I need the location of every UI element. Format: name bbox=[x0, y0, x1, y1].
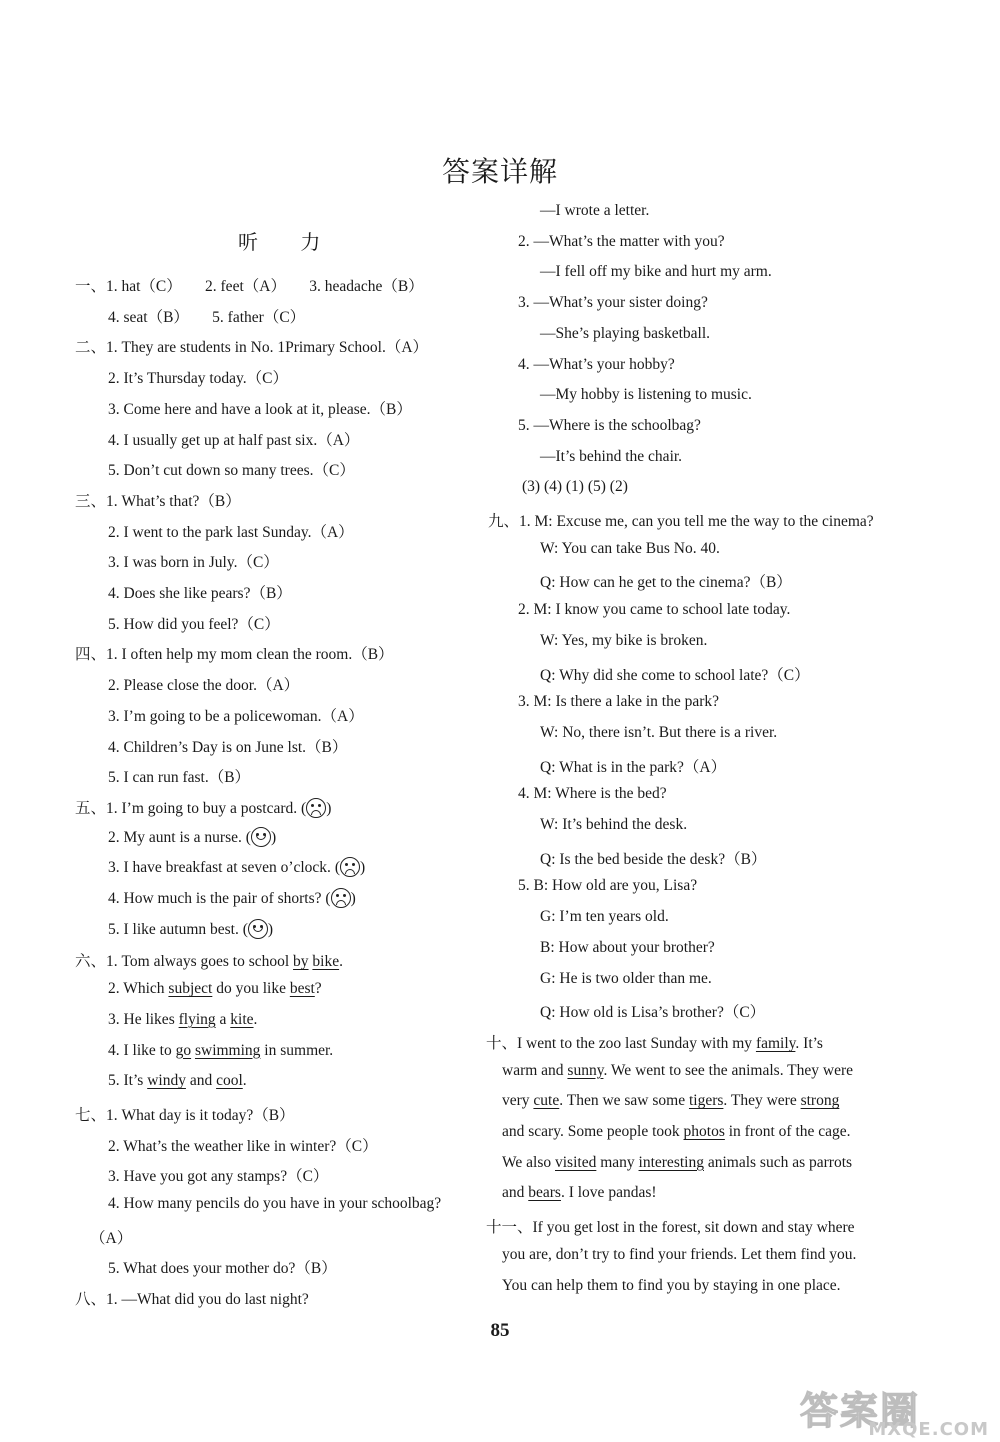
line-text: . We went to see the animals. They were bbox=[603, 1061, 853, 1079]
blank-answer: visited bbox=[555, 1153, 597, 1171]
line-text: You can help them to find you by staying in one place. bbox=[502, 1276, 841, 1294]
watermark-url: MXQE.COM bbox=[868, 1419, 989, 1440]
answer-line bbox=[540, 816, 687, 834]
answer-line bbox=[540, 970, 712, 988]
line-text: 4. Does she like pears?（B） bbox=[108, 585, 292, 602]
line-text: 3. M: Is there a lake in the park? bbox=[518, 693, 719, 711]
answer-line bbox=[90, 1226, 132, 1248]
answer-line bbox=[108, 827, 276, 847]
line-text: 5. I can run fast.（B） bbox=[108, 769, 251, 787]
page-number: 85 bbox=[490, 1320, 510, 1341]
answer-line bbox=[75, 489, 241, 511]
line-text: G: He is two older than me. bbox=[540, 969, 712, 987]
line-text: animals such as parrots bbox=[703, 1153, 853, 1171]
sad-face-icon bbox=[340, 857, 360, 877]
line-text: in front of the cage. bbox=[724, 1123, 851, 1140]
answer-line bbox=[108, 305, 305, 327]
line-text: 4. I usually get up at half past six.（A） bbox=[108, 431, 360, 449]
blank-answer: tigers bbox=[688, 1092, 724, 1110]
line-text: 4. Children’s Day is on June lst.（B） bbox=[108, 738, 348, 756]
answer-line bbox=[518, 294, 708, 312]
face-answer: ( ) bbox=[241, 828, 277, 846]
line-text: 2. —What’s the matter with you? bbox=[518, 232, 725, 250]
happy-face-icon bbox=[248, 919, 268, 939]
line-text: 5. I like autumn best. bbox=[108, 920, 239, 938]
sad-face-icon bbox=[331, 888, 351, 908]
answer-line bbox=[518, 601, 790, 619]
answer-line bbox=[108, 1134, 378, 1156]
line-text: and bbox=[502, 1184, 529, 1202]
watermark-logo-text: 答案圈 bbox=[800, 1389, 921, 1433]
line-text: Q: What is in the park?（A） bbox=[540, 758, 727, 776]
line-text: 3. I was born in July.（C） bbox=[108, 554, 279, 572]
answer-line bbox=[108, 1164, 328, 1186]
face-answer: ( ) bbox=[238, 920, 274, 938]
line-text: . bbox=[339, 953, 343, 971]
answer-line bbox=[540, 1000, 765, 1022]
line-text: 四、1. I often help my mom clean the room.（B） bbox=[75, 646, 394, 664]
blank-answer: subject bbox=[168, 980, 213, 998]
answer-line bbox=[522, 478, 628, 496]
answer-line bbox=[540, 263, 772, 281]
blank-answer: cool bbox=[216, 1072, 243, 1090]
line-text: We also bbox=[502, 1153, 555, 1171]
line-text: 二、1. They are students in No. 1Primary School.（A） bbox=[75, 339, 429, 357]
answer-line bbox=[540, 908, 669, 926]
line-text: 5. It’s bbox=[108, 1072, 148, 1090]
line-text: you are, don’t try to find your friends. Let them find you. bbox=[502, 1245, 857, 1263]
line-text: . I love pandas! bbox=[560, 1184, 657, 1202]
line-text: 2. M: I know you came to school late today. bbox=[518, 601, 791, 619]
line-text: 5. —Where is the schoolbag? bbox=[518, 416, 701, 434]
line-text: —She’s playing basketball. bbox=[540, 324, 711, 342]
answer-line bbox=[108, 550, 279, 572]
blank-answer: interesting bbox=[638, 1153, 704, 1171]
line-text: Q: How old is Lisa’s brother?（C） bbox=[540, 1004, 766, 1022]
answer-line bbox=[108, 673, 299, 695]
answer-line bbox=[108, 765, 250, 787]
answer-line bbox=[518, 785, 667, 803]
line-text: 五、1. I’m going to buy a postcard. bbox=[75, 799, 298, 817]
line-text: . bbox=[253, 1010, 258, 1028]
answer-line bbox=[540, 632, 707, 650]
blank-answer: swimming bbox=[194, 1041, 261, 1059]
line-text: 4. I like to bbox=[108, 1041, 176, 1059]
line-text: 十、I went to the zoo last Sunday with my bbox=[486, 1034, 756, 1052]
line-text: 3. I have breakfast at seven o’clock. bbox=[108, 859, 331, 877]
line-text: 4. —What’s your hobby? bbox=[518, 355, 675, 373]
line-text: 十一、If you get lost in the forest, sit down and stay where bbox=[486, 1219, 855, 1237]
line-text: 5. What does your mother do?（B） bbox=[108, 1260, 337, 1278]
line-text: Q: Is the bed beside the desk?（B） bbox=[540, 850, 767, 868]
line-text: —I wrote a letter. bbox=[540, 202, 650, 219]
line-text: . They were bbox=[723, 1092, 801, 1110]
answer-line bbox=[108, 1042, 333, 1060]
answer-line bbox=[518, 693, 719, 711]
answer-line bbox=[502, 1062, 853, 1080]
answer-line bbox=[486, 1031, 823, 1053]
answer-line bbox=[108, 1011, 257, 1029]
line-text: do you like bbox=[212, 980, 290, 998]
answer-line bbox=[108, 857, 365, 877]
answer-line bbox=[488, 509, 874, 531]
line-text: 3. I’m going to be a policewoman.（A） bbox=[108, 707, 364, 725]
answer-line bbox=[75, 335, 428, 357]
section-title: 听 力 bbox=[238, 230, 339, 254]
answer-line bbox=[502, 1246, 856, 1264]
line-text: 4. seat（B） 5. father（C） bbox=[108, 308, 306, 326]
line-text: —I fell off my bike and hurt my arm. bbox=[540, 263, 772, 281]
line-text: 六、1. Tom always goes to school bbox=[75, 953, 294, 971]
line-text: 3. Have you got any stamps?（C） bbox=[108, 1168, 329, 1186]
line-text: 七、1. What day is it today?（B） bbox=[75, 1106, 295, 1124]
line-text: 2. My aunt is a nurse. bbox=[108, 828, 242, 846]
line-text: in summer. bbox=[260, 1041, 334, 1059]
answer-line bbox=[75, 1103, 295, 1125]
answer-line bbox=[502, 1123, 851, 1141]
line-text: very bbox=[502, 1092, 534, 1110]
blank-answer: go bbox=[175, 1041, 192, 1059]
answer-line bbox=[75, 949, 343, 971]
answer-line bbox=[518, 356, 675, 374]
answer-line bbox=[108, 1072, 247, 1090]
line-text: and scary. Some people took bbox=[502, 1123, 684, 1140]
line-text: many bbox=[596, 1153, 639, 1171]
line-text: 2. What’s the weather like in winter?（C） bbox=[108, 1137, 378, 1155]
answer-line bbox=[108, 366, 288, 388]
answer-line bbox=[108, 428, 359, 450]
line-text: 3. Come here and have a look at it, please.（B） bbox=[108, 400, 412, 418]
line-text: 三、1. What’s that?（B） bbox=[75, 492, 241, 510]
answer-line bbox=[502, 1154, 852, 1172]
line-text: 5. Don’t cut down so many trees.（C） bbox=[108, 462, 355, 480]
blank-answer: windy bbox=[147, 1072, 186, 1090]
line-text: warm and bbox=[502, 1061, 568, 1079]
line-text: 2. I went to the park last Sunday.（A） bbox=[108, 523, 354, 541]
line-text: (3) (4) (1) (5) (2) bbox=[522, 478, 628, 496]
answer-line bbox=[540, 448, 682, 466]
line-text: B: How about your brother? bbox=[540, 938, 715, 956]
answer-line bbox=[108, 458, 355, 480]
answer-line bbox=[108, 735, 347, 757]
answer-line bbox=[108, 919, 273, 939]
line-text: W: You can take Bus No. 40. bbox=[540, 539, 720, 557]
answer-line bbox=[108, 888, 356, 908]
answer-line bbox=[75, 642, 394, 664]
answer-line bbox=[518, 877, 697, 895]
answer-line bbox=[540, 202, 649, 220]
line-text: 2. It’s Thursday today.（C） bbox=[108, 370, 288, 388]
answer-line bbox=[108, 704, 364, 726]
answer-line bbox=[108, 1195, 441, 1213]
answer-line bbox=[518, 233, 725, 251]
line-text: 九、1. M: Excuse me, can you tell me the way to the cinema? bbox=[488, 513, 874, 530]
answer-line bbox=[540, 540, 720, 558]
answer-line bbox=[486, 1215, 855, 1237]
blank-answer: bike bbox=[312, 953, 340, 971]
answer-line bbox=[540, 325, 710, 343]
answer-line bbox=[108, 520, 354, 542]
blank-answer: by bbox=[293, 953, 309, 971]
line-text: G: I’m ten years old. bbox=[540, 908, 669, 926]
blank-answer: kite bbox=[230, 1010, 254, 1028]
line-text: Q: Why did she come to school late?（C） bbox=[540, 666, 810, 684]
answer-line bbox=[75, 796, 331, 818]
watermark-logo bbox=[800, 1380, 995, 1440]
line-text: and bbox=[185, 1072, 217, 1090]
answer-line bbox=[75, 274, 424, 296]
sad-face-icon bbox=[306, 798, 326, 818]
line-text: 5. How did you feel?（C） bbox=[108, 615, 280, 633]
answer-line bbox=[108, 612, 280, 634]
line-text: —My hobby is listening to music. bbox=[540, 386, 752, 404]
blank-answer: bears bbox=[528, 1184, 561, 1202]
face-answer: ( ) bbox=[297, 799, 332, 817]
face-answer: ( ) bbox=[330, 859, 366, 877]
line-text: . It’s bbox=[795, 1034, 823, 1052]
line-text: 2. Which bbox=[108, 980, 169, 998]
answer-line bbox=[518, 417, 701, 435]
line-text: 4. M: Where is the bed? bbox=[518, 785, 667, 803]
answer-line bbox=[502, 1184, 657, 1202]
line-text: 3. —What’s your sister doing? bbox=[518, 294, 708, 312]
answer-line bbox=[540, 724, 777, 742]
line-text: 5. B: How old are you, Lisa? bbox=[518, 877, 698, 895]
line-text: 一、1. hat（C） 2. feet（A） 3. headache（B） bbox=[75, 278, 424, 295]
answer-line bbox=[108, 980, 322, 998]
line-text: —It’s behind the chair. bbox=[540, 447, 683, 465]
answer-line bbox=[540, 570, 792, 592]
blank-answer: family bbox=[755, 1034, 796, 1052]
answer-line bbox=[75, 1287, 309, 1309]
line-text: W: No, there isn’t. But there is a river. bbox=[540, 723, 778, 741]
blank-answer: flying bbox=[178, 1010, 216, 1028]
answer-line bbox=[540, 755, 726, 777]
line-text: ? bbox=[314, 980, 322, 998]
blank-answer: best bbox=[289, 980, 315, 998]
answer-line bbox=[108, 581, 292, 603]
face-answer: ( ) bbox=[321, 890, 356, 907]
answer-line bbox=[540, 663, 810, 685]
page-title: 答案详解 bbox=[441, 155, 558, 188]
answer-line bbox=[540, 939, 715, 957]
line-text: （A） bbox=[90, 1229, 133, 1247]
line-text: 4. How many pencils do you have in your schoolbag? bbox=[108, 1195, 442, 1212]
blank-answer: cute bbox=[533, 1092, 560, 1110]
answer-line bbox=[502, 1092, 839, 1110]
line-text: 八、1. —What did you do last night? bbox=[75, 1291, 309, 1309]
line-text: 2. Please close the door.（A） bbox=[108, 677, 300, 695]
line-text: Q: How can he get to the cinema?（B） bbox=[540, 574, 792, 592]
line-text: W: It’s behind the desk. bbox=[540, 816, 688, 833]
answer-line bbox=[540, 386, 752, 404]
happy-face-icon bbox=[251, 827, 271, 847]
answer-line bbox=[540, 847, 766, 869]
line-text: W: Yes, my bike is broken. bbox=[540, 631, 708, 649]
line-text: . bbox=[242, 1072, 247, 1090]
line-text: . Then we saw some bbox=[559, 1092, 689, 1110]
line-text: 3. He likes bbox=[108, 1010, 179, 1028]
blank-answer: strong bbox=[800, 1092, 840, 1110]
answer-line bbox=[108, 1256, 337, 1278]
blank-answer: sunny bbox=[567, 1061, 604, 1079]
line-text: 4. How much is the pair of shorts? bbox=[108, 890, 322, 907]
blank-answer: photos bbox=[683, 1123, 725, 1140]
answer-line bbox=[502, 1277, 841, 1295]
line-text: a bbox=[215, 1010, 231, 1028]
answer-line bbox=[108, 397, 412, 419]
